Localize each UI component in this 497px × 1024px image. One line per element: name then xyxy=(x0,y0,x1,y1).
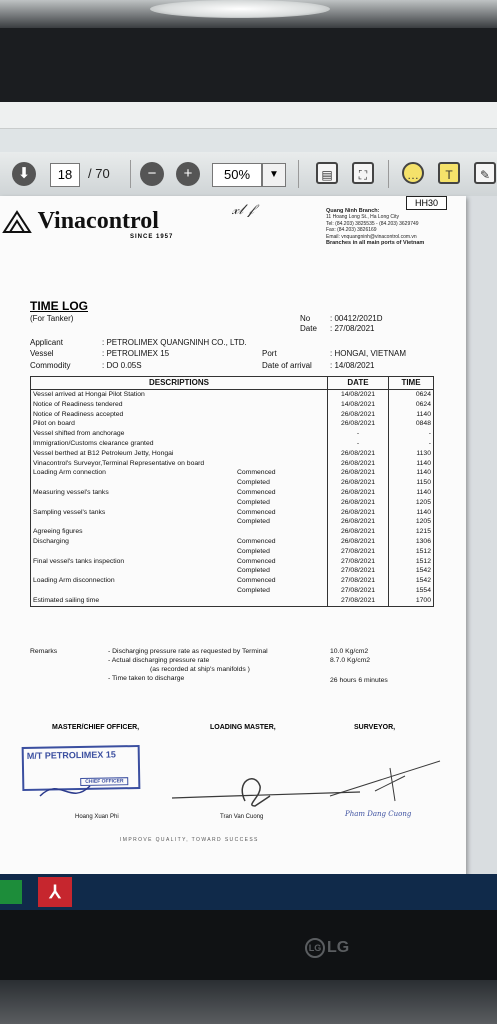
row-date: 26/08/2021 xyxy=(328,459,389,469)
row-time: 1215 xyxy=(389,527,434,537)
desk-surface xyxy=(0,980,497,1024)
table-row xyxy=(31,419,434,429)
vessel-stamp: M/T PETROLIMEX 15 CHIEF OFFICER xyxy=(22,745,141,791)
row-date: - xyxy=(328,429,389,439)
row-date: 26/08/2021 xyxy=(328,508,389,518)
page-subtitle: (For Tanker) xyxy=(30,314,74,323)
row-time: 1700 xyxy=(389,596,434,606)
taskbar xyxy=(0,874,497,910)
lg-logo: LG LG xyxy=(305,938,349,958)
remarks-value-4: 26 hours 6 minutes xyxy=(330,677,388,684)
monitor-frame xyxy=(0,28,497,102)
pdf-reader-icon[interactable]: ⅄ xyxy=(38,877,72,907)
table-row xyxy=(31,508,434,518)
table-row xyxy=(31,517,434,527)
row-date: 26/08/2021 xyxy=(328,410,389,420)
loading-master-signature-label: LOADING MASTER, xyxy=(210,724,276,731)
row-status: Commenced xyxy=(237,469,276,477)
form-code: HH30 xyxy=(406,196,447,210)
page-total: / 70 xyxy=(88,166,110,181)
row-time: 0624 xyxy=(389,400,434,410)
row-description: Immigration/Customs clearance granted xyxy=(31,439,236,449)
row-date: 26/08/2021 xyxy=(328,527,389,537)
row-status xyxy=(235,390,328,400)
table-row xyxy=(31,429,434,439)
remarks-value-1: 10.0 Kg/cm2 xyxy=(330,648,369,655)
applicant-value: : PETROLIMEX QUANGNINH CO., LTD. xyxy=(102,338,247,347)
signatory-name-1: Hoang Xuan Phi xyxy=(75,814,119,820)
applicant-label: Applicant xyxy=(30,338,63,347)
time-log-table xyxy=(30,376,434,607)
row-date: 26/08/2021 xyxy=(328,468,389,478)
date-label: Date xyxy=(300,324,317,333)
table-row xyxy=(31,586,434,596)
page-number-input[interactable]: 18 xyxy=(50,163,80,187)
row-time: 1140 xyxy=(389,410,434,420)
remarks-label: Remarks xyxy=(30,648,58,655)
row-description xyxy=(31,586,236,596)
row-date: - xyxy=(328,439,389,449)
header-descriptions: DESCRIPTIONS xyxy=(31,377,328,390)
row-status: Commenced xyxy=(237,508,276,516)
since-label: SINCE 1957 xyxy=(130,234,174,240)
signature-initials: 𝓍𝓁 𝒻 xyxy=(232,202,254,218)
row-status: Completed xyxy=(237,479,270,487)
table-row xyxy=(31,468,434,478)
row-description: Vinacontrol's Surveyor,Terminal Representative on board xyxy=(31,459,236,469)
row-description: Estimated sailing time xyxy=(31,596,236,606)
row-date: 27/08/2021 xyxy=(328,576,389,586)
row-status xyxy=(235,596,328,606)
row-time: 1150 xyxy=(389,478,434,488)
toolbar-divider xyxy=(298,160,299,188)
row-description xyxy=(31,517,236,527)
logo-mark-icon xyxy=(2,210,32,234)
commodity-value: : DO 0.05S xyxy=(102,361,142,370)
remarks-line-1: - Discharging pressure rate as requested by Terminal xyxy=(108,648,268,655)
remarks-line-2: - Actual discharging pressure rate xyxy=(108,657,210,664)
row-description: Loading Arm connection xyxy=(31,468,236,478)
row-status xyxy=(235,419,328,429)
row-time: 1205 xyxy=(389,498,434,508)
table-row xyxy=(31,390,434,400)
row-date: 27/08/2021 xyxy=(328,557,389,567)
row-time: 1542 xyxy=(389,576,434,586)
row-time: 1512 xyxy=(389,557,434,567)
table-row xyxy=(31,537,434,547)
row-date: 14/08/2021 xyxy=(328,400,389,410)
handwritten-signatures xyxy=(30,756,470,816)
row-time: - xyxy=(389,429,434,439)
row-description: Vessel arrived at Hongai Pilot Station xyxy=(31,390,236,400)
row-description xyxy=(31,566,236,576)
row-status: Completed xyxy=(237,498,270,506)
branch-address: Quang Ninh Branch: 11 Hoang Long St., Ha Long City Tel: (84.203) 3825535 - (84.203) 3629749 Fax: (84.203) 3826169 Email: vnquangninh@vinacontrol.com.vn Branches in all main ports of Vietnam xyxy=(326,208,425,247)
row-time: 0848 xyxy=(389,419,434,429)
row-description: Discharging xyxy=(31,537,236,547)
table-row xyxy=(31,566,434,576)
table-row xyxy=(31,459,434,469)
page-title: TIME LOG xyxy=(30,299,88,313)
fit-width-icon[interactable]: ▤ xyxy=(316,162,338,184)
row-status xyxy=(235,449,328,459)
row-description: Final vessel's tanks inspection xyxy=(31,557,236,567)
row-time: 1130 xyxy=(389,449,434,459)
row-time: 1140 xyxy=(389,468,434,478)
header-date: DATE xyxy=(328,377,389,390)
row-date: 26/08/2021 xyxy=(328,537,389,547)
row-status xyxy=(235,429,328,439)
document-area xyxy=(0,196,497,910)
row-description xyxy=(31,498,236,508)
row-status: Completed xyxy=(237,586,270,594)
row-status: Completed xyxy=(237,547,270,555)
row-time: 1205 xyxy=(389,517,434,527)
row-status xyxy=(235,410,328,420)
row-description: Notice of Readiness tendered xyxy=(31,400,236,410)
highlight-text-icon[interactable]: T xyxy=(438,162,460,184)
row-description: Loading Arm disconnection xyxy=(31,576,236,586)
screen xyxy=(0,102,497,910)
row-description: Sampling vessel's tanks xyxy=(31,508,236,518)
viewer-titlebar xyxy=(0,102,497,129)
row-status xyxy=(235,459,328,469)
header-time: TIME xyxy=(389,377,434,390)
row-date: 26/08/2021 xyxy=(328,517,389,527)
zoom-dropdown-chevron-icon[interactable]: ▼ xyxy=(262,163,286,187)
row-status: Commenced xyxy=(237,557,276,565)
arrival-label: Date of arrival xyxy=(262,361,312,370)
table-row xyxy=(31,576,434,586)
row-date: 27/08/2021 xyxy=(328,586,389,596)
remarks-line-4: - Time taken to discharge xyxy=(108,675,185,682)
comment-icon[interactable]: … xyxy=(402,162,424,184)
row-date: 26/08/2021 xyxy=(328,419,389,429)
toolbar-divider xyxy=(130,160,131,188)
row-time: 1542 xyxy=(389,566,434,576)
row-description: Pilot on board xyxy=(31,419,236,429)
zoom-in-icon[interactable]: + xyxy=(176,162,200,186)
row-status xyxy=(235,439,328,449)
row-time: 1306 xyxy=(389,537,434,547)
row-date: 26/08/2021 xyxy=(328,478,389,488)
table-row xyxy=(31,478,434,488)
slogan: IMPROVE QUALITY, TOWARD SUCCESS xyxy=(120,837,259,843)
row-time: 0624 xyxy=(389,390,434,400)
row-status: Commenced xyxy=(237,577,276,585)
remarks-value-2: 8.7.0 Kg/cm2 xyxy=(330,657,371,664)
table-row xyxy=(31,449,434,459)
table-row xyxy=(31,498,434,508)
vinacontrol-logo: Vinacontrol xyxy=(2,208,159,235)
row-time: 1512 xyxy=(389,547,434,557)
table-row xyxy=(31,547,434,557)
pdf-page xyxy=(0,196,466,904)
row-date: 26/08/2021 xyxy=(328,488,389,498)
sign-icon[interactable]: ✎ xyxy=(474,162,496,184)
row-time: - xyxy=(389,439,434,449)
row-date: 27/08/2021 xyxy=(328,566,389,576)
vessel-value: : PETROLIMEX 15 xyxy=(102,349,170,358)
remarks-line-3: (as recorded at ship's manifolds ) xyxy=(150,666,250,673)
table-row xyxy=(31,557,434,567)
table-header-row xyxy=(31,377,434,390)
row-time: 1554 xyxy=(389,586,434,596)
light-glare xyxy=(150,0,330,18)
row-status: Completed xyxy=(237,518,270,526)
port-label: Port xyxy=(262,349,277,358)
row-date: 27/08/2021 xyxy=(328,547,389,557)
table-row xyxy=(31,410,434,420)
port-value: : HONGAI, VIETNAM xyxy=(330,349,407,358)
table-row xyxy=(31,400,434,410)
row-time: 1140 xyxy=(389,459,434,469)
table-row xyxy=(31,527,434,537)
zoom-out-icon[interactable]: − xyxy=(140,162,164,186)
vessel-label: Vessel xyxy=(30,349,54,358)
no-label: No xyxy=(300,314,311,323)
table-body xyxy=(31,390,434,607)
row-time: 1140 xyxy=(389,488,434,498)
date-value: : 27/08/2021 xyxy=(330,324,375,333)
row-date: 26/08/2021 xyxy=(328,449,389,459)
row-status: Commenced xyxy=(237,537,276,545)
row-description: Agreeing figures xyxy=(31,527,236,537)
monitor-top-bezel xyxy=(0,0,497,28)
row-time: 1140 xyxy=(389,508,434,518)
row-description xyxy=(31,547,236,557)
signatory-name-2: Tran Van Cuong xyxy=(220,814,264,820)
monitor-bottom-bezel xyxy=(0,910,497,1024)
fit-page-icon[interactable]: ⛶ xyxy=(352,162,374,184)
arrival-value: : 14/08/2021 xyxy=(330,361,375,370)
taskbar-app-icon[interactable] xyxy=(0,880,22,904)
row-description: Notice of Readiness accepted xyxy=(31,410,236,420)
row-status xyxy=(235,400,328,410)
row-status xyxy=(235,527,328,537)
pdf-toolbar xyxy=(0,152,497,197)
row-description: Vessel berthed at B12 Petroleum Jetty, Hongai xyxy=(31,449,236,459)
row-date: 14/08/2021 xyxy=(328,390,389,400)
row-description: Measuring vessel's tanks xyxy=(31,488,236,498)
row-date: 27/08/2021 xyxy=(328,596,389,606)
row-status: Completed xyxy=(237,567,270,575)
surveyor-signature-label: SURVEYOR, xyxy=(354,724,396,731)
table-row xyxy=(31,488,434,498)
row-status: Commenced xyxy=(237,488,276,496)
master-signature-label: MASTER/CHIEF OFFICER, xyxy=(52,724,140,731)
signatory-name-3: Pham Dang Cuong xyxy=(345,810,412,818)
table-row xyxy=(31,439,434,449)
table-row xyxy=(31,596,434,606)
toolbar-divider xyxy=(388,160,389,188)
row-description: Vessel shifted from anchorage xyxy=(31,429,236,439)
no-value: : 00412/2021D xyxy=(330,314,383,323)
zoom-level-input[interactable]: 50% xyxy=(212,163,262,187)
next-page-icon[interactable]: ⬇ xyxy=(12,162,36,186)
row-date: 26/08/2021 xyxy=(328,498,389,508)
row-description xyxy=(31,478,236,488)
commodity-label: Commodity xyxy=(30,361,71,370)
